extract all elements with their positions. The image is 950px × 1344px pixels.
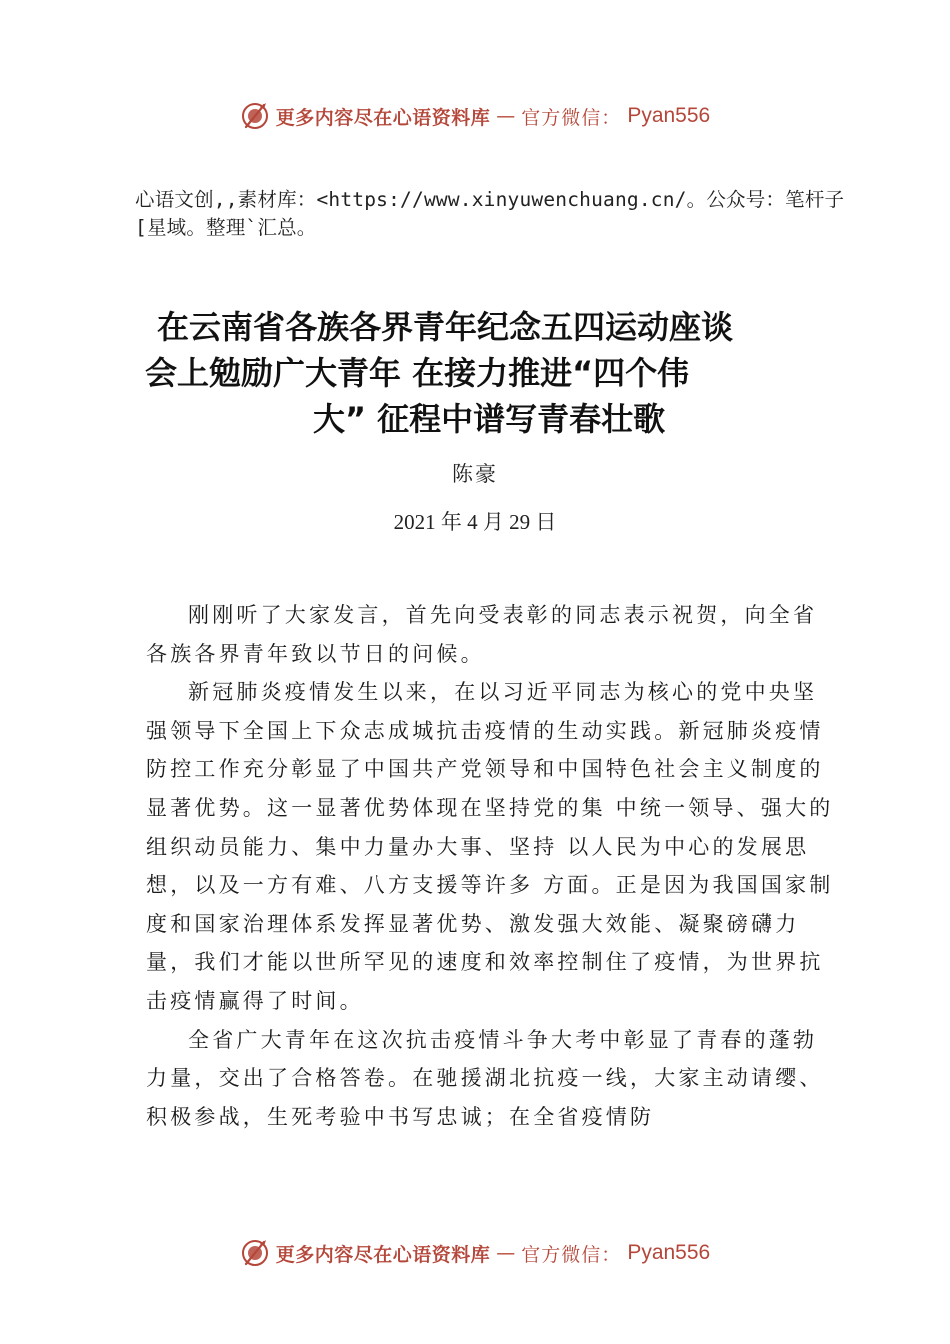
paragraph: 全省广大青年在这次抗击疫情斗争大考中彰显了青春的蓬勃力量，交出了合格答卷。在驰援湖北抗疫一线，大家主动请缨、积极参战，生死考验中书写忠诚；在全省疫情防 bbox=[146, 1027, 824, 1129]
footer-watermark bbox=[0, 1233, 950, 1273]
author: 陈豪 bbox=[452, 462, 498, 486]
watermark-separator: — bbox=[496, 105, 516, 127]
quill-seal-icon bbox=[240, 101, 270, 131]
title-line-1: 在云南省各族各界青年纪念五四运动座谈 bbox=[157, 308, 734, 346]
watermark-brand: 更多内容尽在心语资料库 bbox=[275, 106, 491, 129]
paragraph: 新冠肺炎疫情发生以来，在以习近平同志为核心的党中央坚强领导下全国上下众志成城抗击疫情的生动实践。新冠肺炎疫情防控工作充分彰显了中国共产党领导和中国特色社会主义制度的显著优势。这一显著优势体现在坚持党的集 中统一领导、强大的组织动员能力、集中力量办大事、坚持 以人民为中心的发展思想，以及一方有难、八方支援等许多 方面。正是因为我国国家制度和国家治理体系发挥显著优势、激发强大效能、凝聚磅礴力量，我们才能以世所罕见的速度和效率控制住了疫情，为世界抗击疫情赢得了时间。 bbox=[146, 680, 834, 1013]
paragraph: 刚刚听了大家发言，首先向受表彰的同志表示祝贺，向全省各族各界青年致以节日的问候。 bbox=[146, 603, 818, 666]
title-line-2: 会上勉励广大青年 在接力推进“四个伟 bbox=[145, 354, 690, 392]
watermark-handle: Pyan556 bbox=[627, 1241, 711, 1264]
watermark-contact-label: 官方微信： bbox=[521, 106, 622, 129]
date: 2021 年 4 月 29 日 bbox=[393, 510, 557, 534]
watermark-separator: — bbox=[496, 1242, 516, 1264]
watermark-brand: 更多内容尽在心语资料库 bbox=[275, 1243, 491, 1266]
header-watermark bbox=[0, 96, 950, 136]
quill-seal-icon bbox=[240, 1238, 270, 1268]
watermark-contact-label: 官方微信： bbox=[521, 1243, 622, 1266]
watermark-handle: Pyan556 bbox=[627, 104, 711, 127]
source-note: 心语文创,,素材库：<https://www.xinyuwenchuang.cn/。公众号：笔杆子[星域。整理`汇总。 bbox=[135, 188, 845, 239]
body-text bbox=[146, 596, 836, 1136]
title-line-3: 大” 征程中谱写青春壮歌 bbox=[313, 400, 666, 438]
